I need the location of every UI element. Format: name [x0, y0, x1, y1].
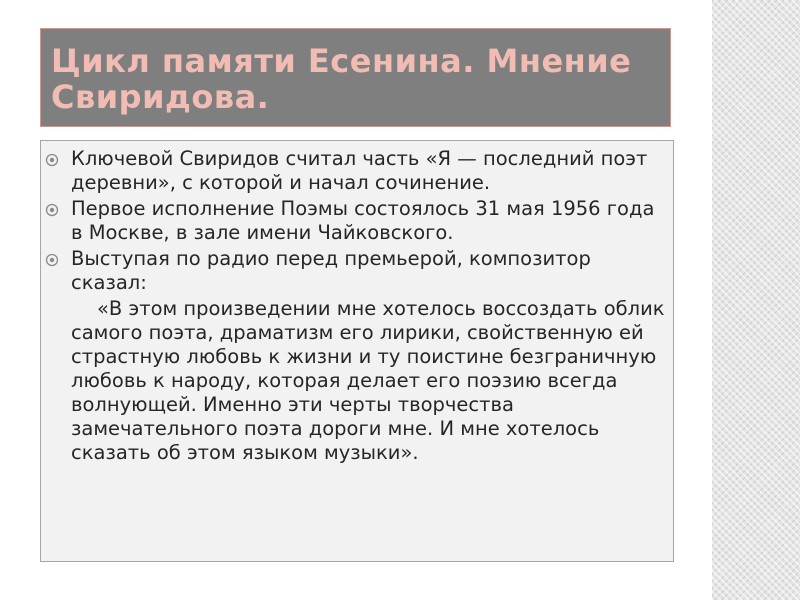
bullet-item	[45, 247, 665, 295]
slide-content-box	[40, 140, 674, 562]
bullet-item	[45, 197, 665, 245]
circle-target-bullet-icon	[45, 153, 59, 167]
bullet-item	[45, 147, 665, 195]
circle-target-bullet-icon	[45, 203, 59, 217]
circle-target-bullet-icon	[45, 253, 59, 267]
decorative-side-stripe	[712, 0, 800, 600]
bullet-text: Первое исполнение Поэмы состоялось 31 мая 1956 года в Москве, в зале имени Чайковского.	[71, 197, 655, 244]
slide-title: Цикл памяти Есенина. Мнение Свиридова.	[51, 42, 632, 116]
quote-paragraph: «В этом произведении мне хотелось воссоздать облик самого поэта, драматизм его лирики, свойственную ей страстную любовь к жизни и ту поистине безграничную любовь к народу, которая делает его поэзию всегда волнующей. Именно эти черты творчества замечательного поэта дороги мне. И мне хотелось сказать об этом языком музыки».	[71, 297, 665, 464]
bullet-text: Выступая по радио перед премьерой, композитор сказал:	[71, 247, 591, 294]
bullet-text: Ключевой Свиридов считал часть «Я — последний поэт деревни», с которой и начал сочинение.	[71, 147, 648, 194]
slide-title-box	[40, 28, 671, 127]
bullet-list	[45, 147, 665, 295]
